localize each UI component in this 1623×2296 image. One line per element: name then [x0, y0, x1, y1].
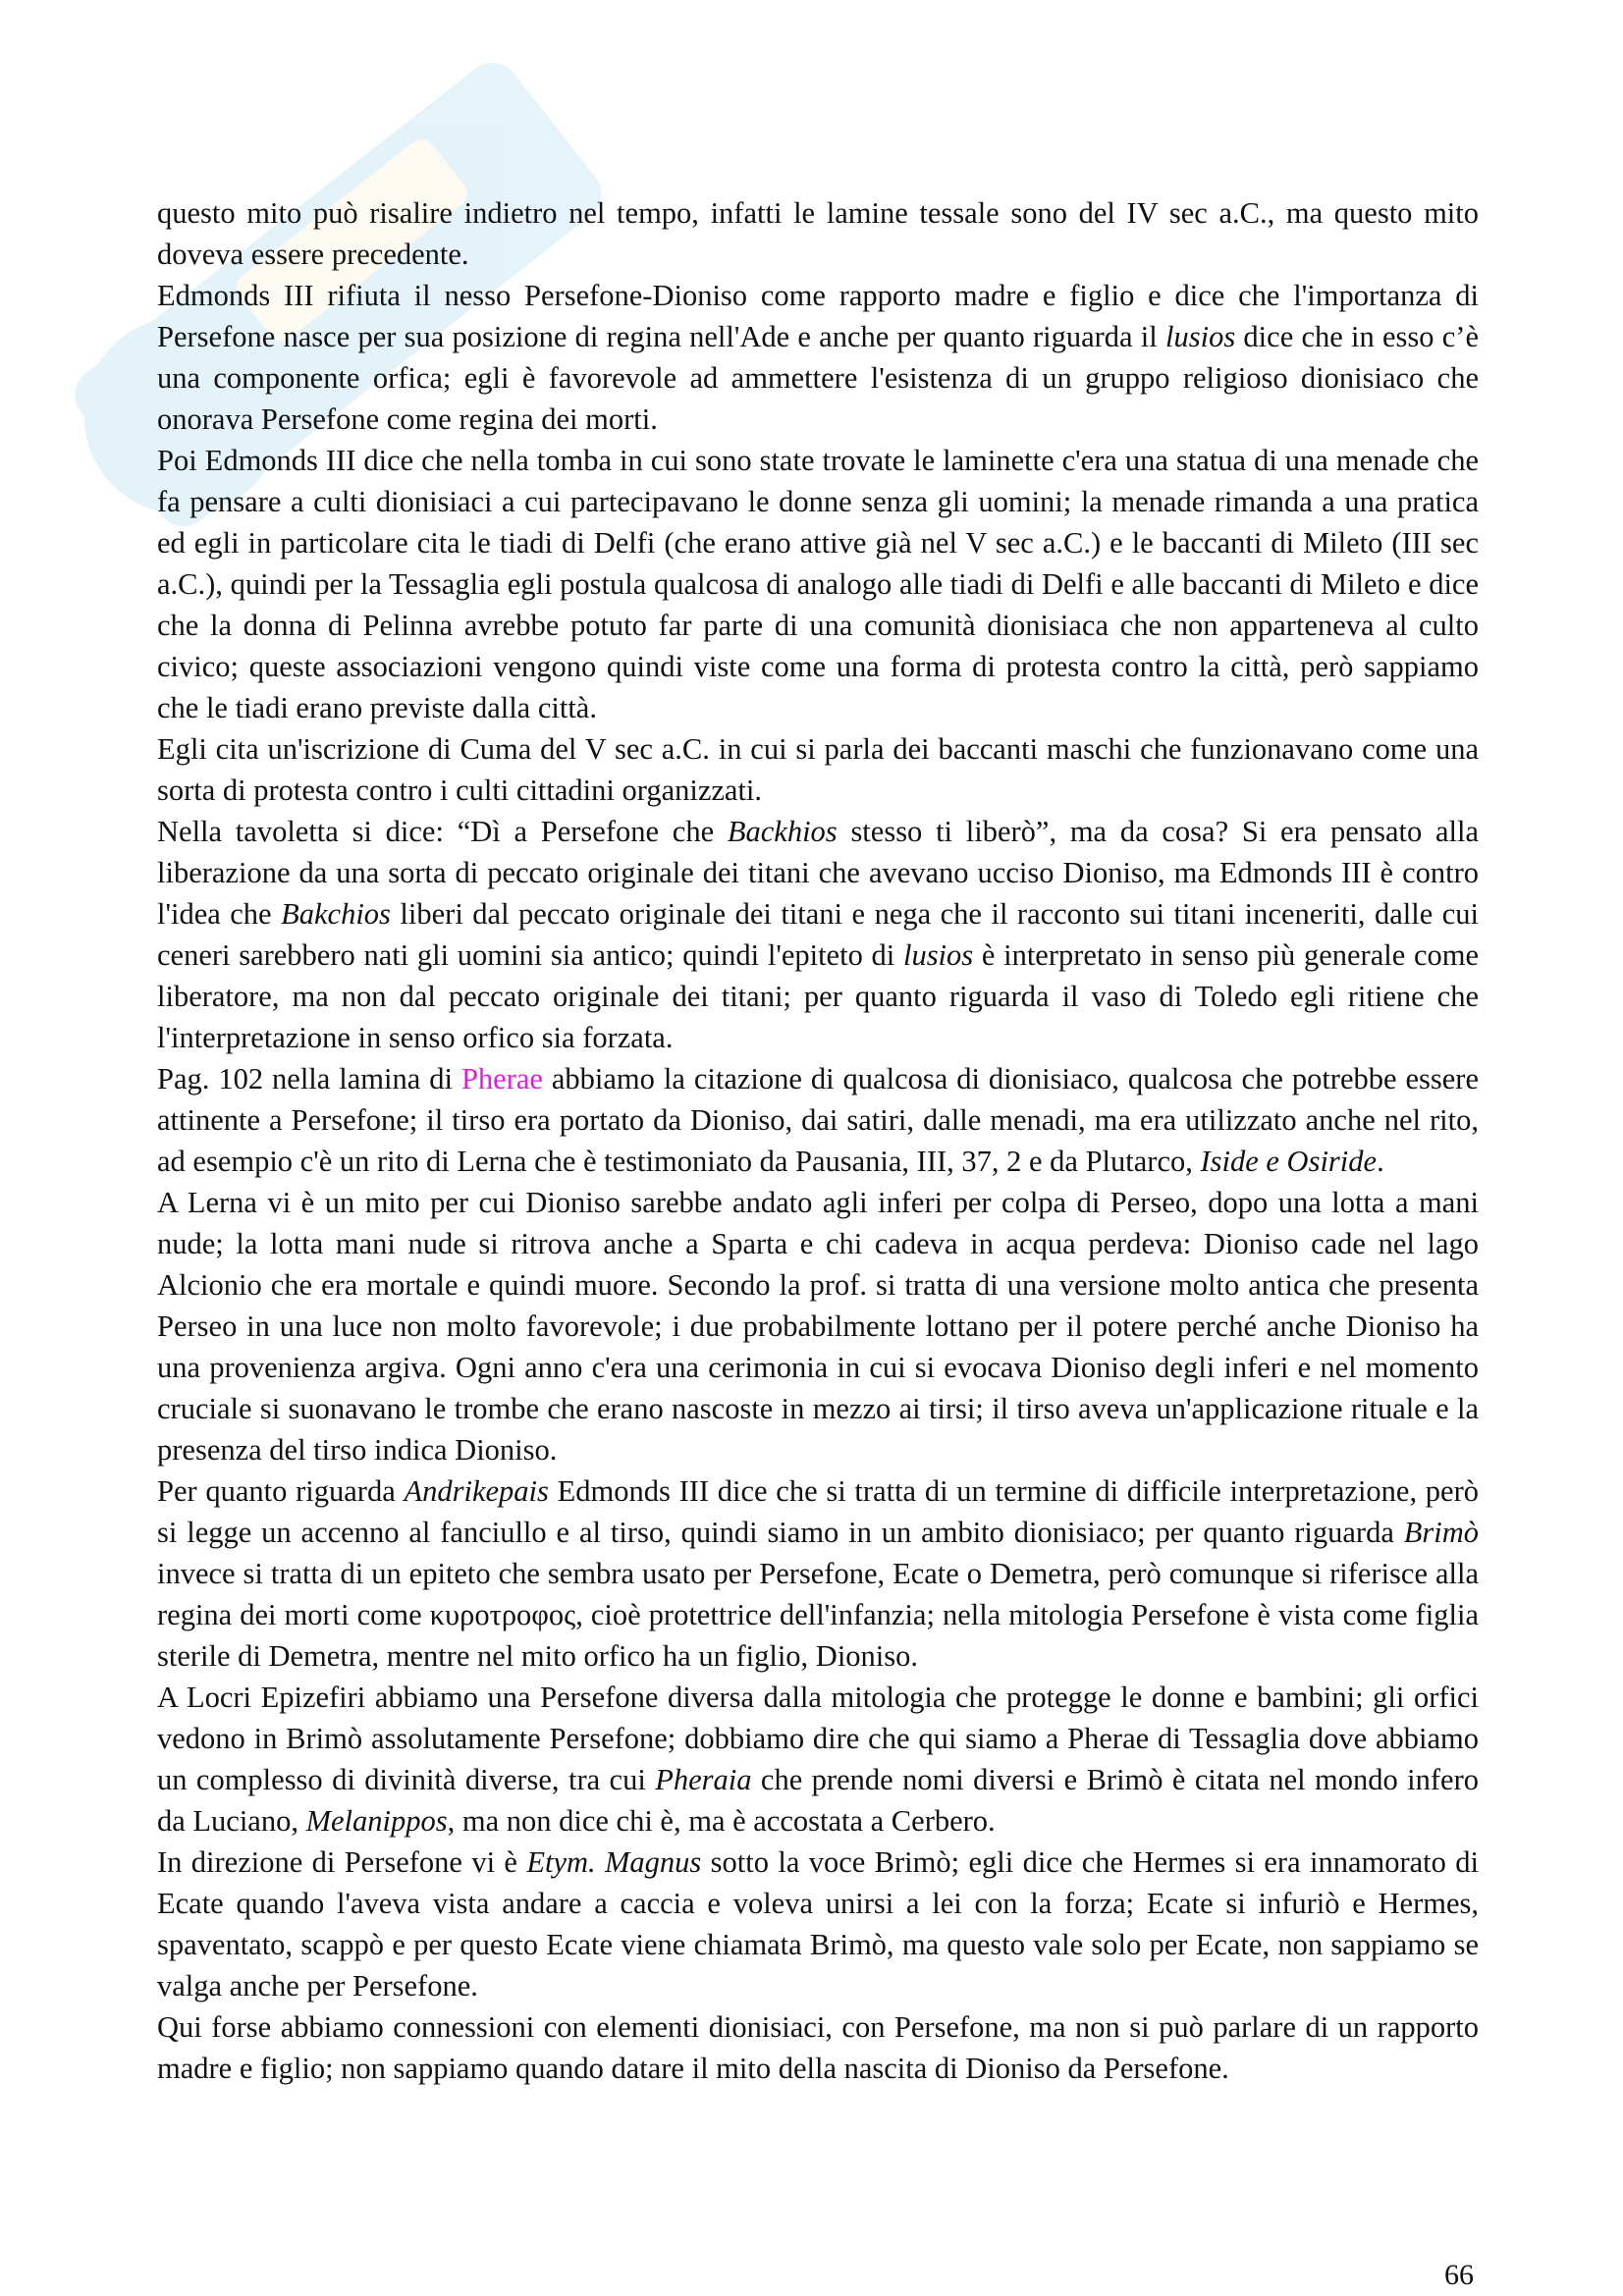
paragraph [157, 1182, 1479, 1470]
paragraph [157, 728, 1479, 811]
text-run: Per quanto riguarda [157, 1474, 405, 1508]
italic-term: Etym. Magnus [526, 1845, 702, 1879]
paragraph [157, 192, 1479, 275]
text-run: questo mito può risalire indietro nel tempo, infatti le lamine tessale sono del IV sec a.C., ma questo mito doveva essere precedente. [157, 196, 1479, 271]
document-body [157, 192, 1479, 2089]
paragraph [157, 440, 1479, 728]
text-run: liberi dal peccato originale dei titani e nega che il racconto sui titani inceneriti, dalle cui ceneri sarebbero nati gli uomini sia antico; quindi l'epiteto di [157, 897, 1480, 972]
italic-term: Backhios [727, 815, 838, 848]
text-run: Edmonds III rifiuta il nesso Persefone-Dioniso come rapporto madre e figlio e dice che l'importanza di Persefone nasce per sua posizione di regina nell'Ade e anche per quanto riguarda il [157, 279, 1479, 353]
text-run: , ma non dice chi è, ma è accostata a Cerbero. [447, 1804, 996, 1838]
text-run: . [1377, 1145, 1384, 1178]
paragraph [157, 1470, 1479, 1677]
text-run: A Locri Epizefiri abbiamo una Persefone diversa dalla mitologia che protegge le donne e bambini; gli orfici vedono in Brimò assolutamente Persefone; dobbiamo dire che qui siamo a Pherae di Tessaglia dove abbiamo un complesso di divinità diverse, tra cui [157, 1681, 1479, 1796]
text-run: sotto la voce Brimò; egli dice che Hermes si era innamorato di Ecate quando l'aveva vista andare a caccia e voleva unirsi a lei con la forza; Ecate si infuriò e Hermes, spaventato, scappò e per questo Ecate viene chiamata Brimò, ma questo vale solo per Ecate, non sappiamo se valga anche per Persefone. [157, 1845, 1479, 2002]
paragraph [157, 1058, 1479, 1182]
italic-term: Brimò [1403, 1516, 1479, 1549]
italic-term: Bakchios [281, 897, 391, 931]
italic-term: lusios [1165, 320, 1236, 353]
text-run: A Lerna vi è un mito per cui Dioniso sarebbe andato agli inferi per colpa di Perseo, dopo una lotta a mani nude; la lotta mani nude si ritrova anche a Sparta e chi cadeva in acqua perdeva: Dioniso cade nel lago Alcionio che era mortale e quindi muore. Secondo la prof. si tratta di una versione molto antica che presenta Perseo in una luce non molto favorevole; i due probabilmente lottano per il potere perché anche Dioniso ha una provenienza argiva. Ogni anno c'era una cerimonia in cui si evocava Dioniso degli inferi e nel momento cruciale si suonavano le trombe che erano nascoste in mezzo ai tirsi; il tirso aveva un'applicazione rituale e la presenza del tirso indica Dioniso. [157, 1186, 1479, 1467]
paragraph [157, 1842, 1479, 2006]
text-run: Qui forse abbiamo connessioni con elementi dionisiaci, con Persefone, ma non si può parlare di un rapporto madre e figlio; non sappiamo quando datare il mito della nascita di Dioniso da Persefone. [157, 2010, 1479, 2085]
text-run: Pag. 102 nella lamina di [157, 1062, 461, 1095]
text-run: invece si tratta di un epiteto che sembra usato per Persefone, Ecate o Demetra, però comunque si riferisce alla regina dei morti come κυροτροφος, cioè protettrice dell'infanzia; nella mitologia Persefone è vista come figlia sterile di Demetra, mentre nel mito orfico ha un figlio, Dioniso. [157, 1557, 1479, 1673]
paragraph [157, 275, 1479, 440]
italic-term: Iside e Osiride [1200, 1145, 1378, 1178]
text-run: Nella tavoletta si dice: “Dì a Persefone che [157, 815, 728, 848]
text-run: In direzione di Persefone vi è [157, 1845, 527, 1879]
text-run: che prende nomi diversi e Brimò è citata nel mondo infero da Luciano, [157, 1763, 1479, 1838]
text-run: Edmonds III dice che si tratta di un termine di difficile interpretazione, però si legge un accenno al fanciullo e al tirso, quindi siamo in un ambito dionisiaco; per quanto riguarda [157, 1474, 1479, 1549]
text-run: stesso ti liberò”, ma da cosa? Si era pensato alla liberazione da una sorta di peccato originale dei titani che avevano ucciso Dioniso, ma Edmonds III è contro l'idea che [157, 815, 1479, 931]
paragraph [157, 1677, 1479, 1842]
italic-term: Pheraia [655, 1763, 752, 1796]
page-number: 66 [1444, 2259, 1474, 2291]
text-run: è interpretato in senso più generale come liberatore, ma non dal peccato originale dei titani; per quanto riguarda il vaso di Toledo egli ritiene che l'interpretazione in senso orfico sia forzata. [157, 938, 1480, 1054]
highlighted-term: Pherae [460, 1062, 543, 1095]
italic-term: lusios [902, 938, 974, 972]
italic-term: Andrikepais [404, 1474, 549, 1508]
text-run: dice che in esso c’è una componente orfica; egli è favorevole ad ammettere l'esistenza di un gruppo religioso dionisiaco che onorava Persefone come regina dei morti. [157, 320, 1479, 436]
text-run: Egli cita un'iscrizione di Cuma del V sec a.C. in cui si parla dei baccanti maschi che funzionavano come una sorta di protesta contro i culti cittadini organizzati. [157, 732, 1479, 807]
text-run: Poi Edmonds III dice che nella tomba in cui sono state trovate le laminette c'era una statua di una menade che fa pensare a culti dionisiaci a cui partecipavano le donne senza gli uomini; la menade rimanda a una pratica ed egli in particolare cita le tiadi di Delfi (che erano attive già nel V sec a.C.) e le baccanti di Mileto (III sec a.C.), quindi per la Tessaglia egli postula qualcosa di analogo alle tiadi di Delfi e alle baccanti di Mileto e dice che la donna di Pelinna avrebbe potuto far parte di una comunità dionisiaca che non apparteneva al culto civico; queste associazioni vengono quindi viste come una forma di protesta contro la città, però sappiamo che le tiadi erano previste dalla città. [157, 444, 1479, 724]
italic-term: Melanippos [305, 1804, 448, 1838]
text-run: abbiamo la citazione di qualcosa di dionisiaco, qualcosa che potrebbe essere attinente a Persefone; il tirso era portato da Dioniso, dai satiri, dalle menadi, ma era utilizzato anche nel rito, ad esempio c'è un rito di Lerna che è testimoniato da Pausania, III, 37, 2 e da Plutarco, [157, 1062, 1479, 1178]
paragraph [157, 811, 1479, 1058]
paragraph [157, 2006, 1479, 2089]
